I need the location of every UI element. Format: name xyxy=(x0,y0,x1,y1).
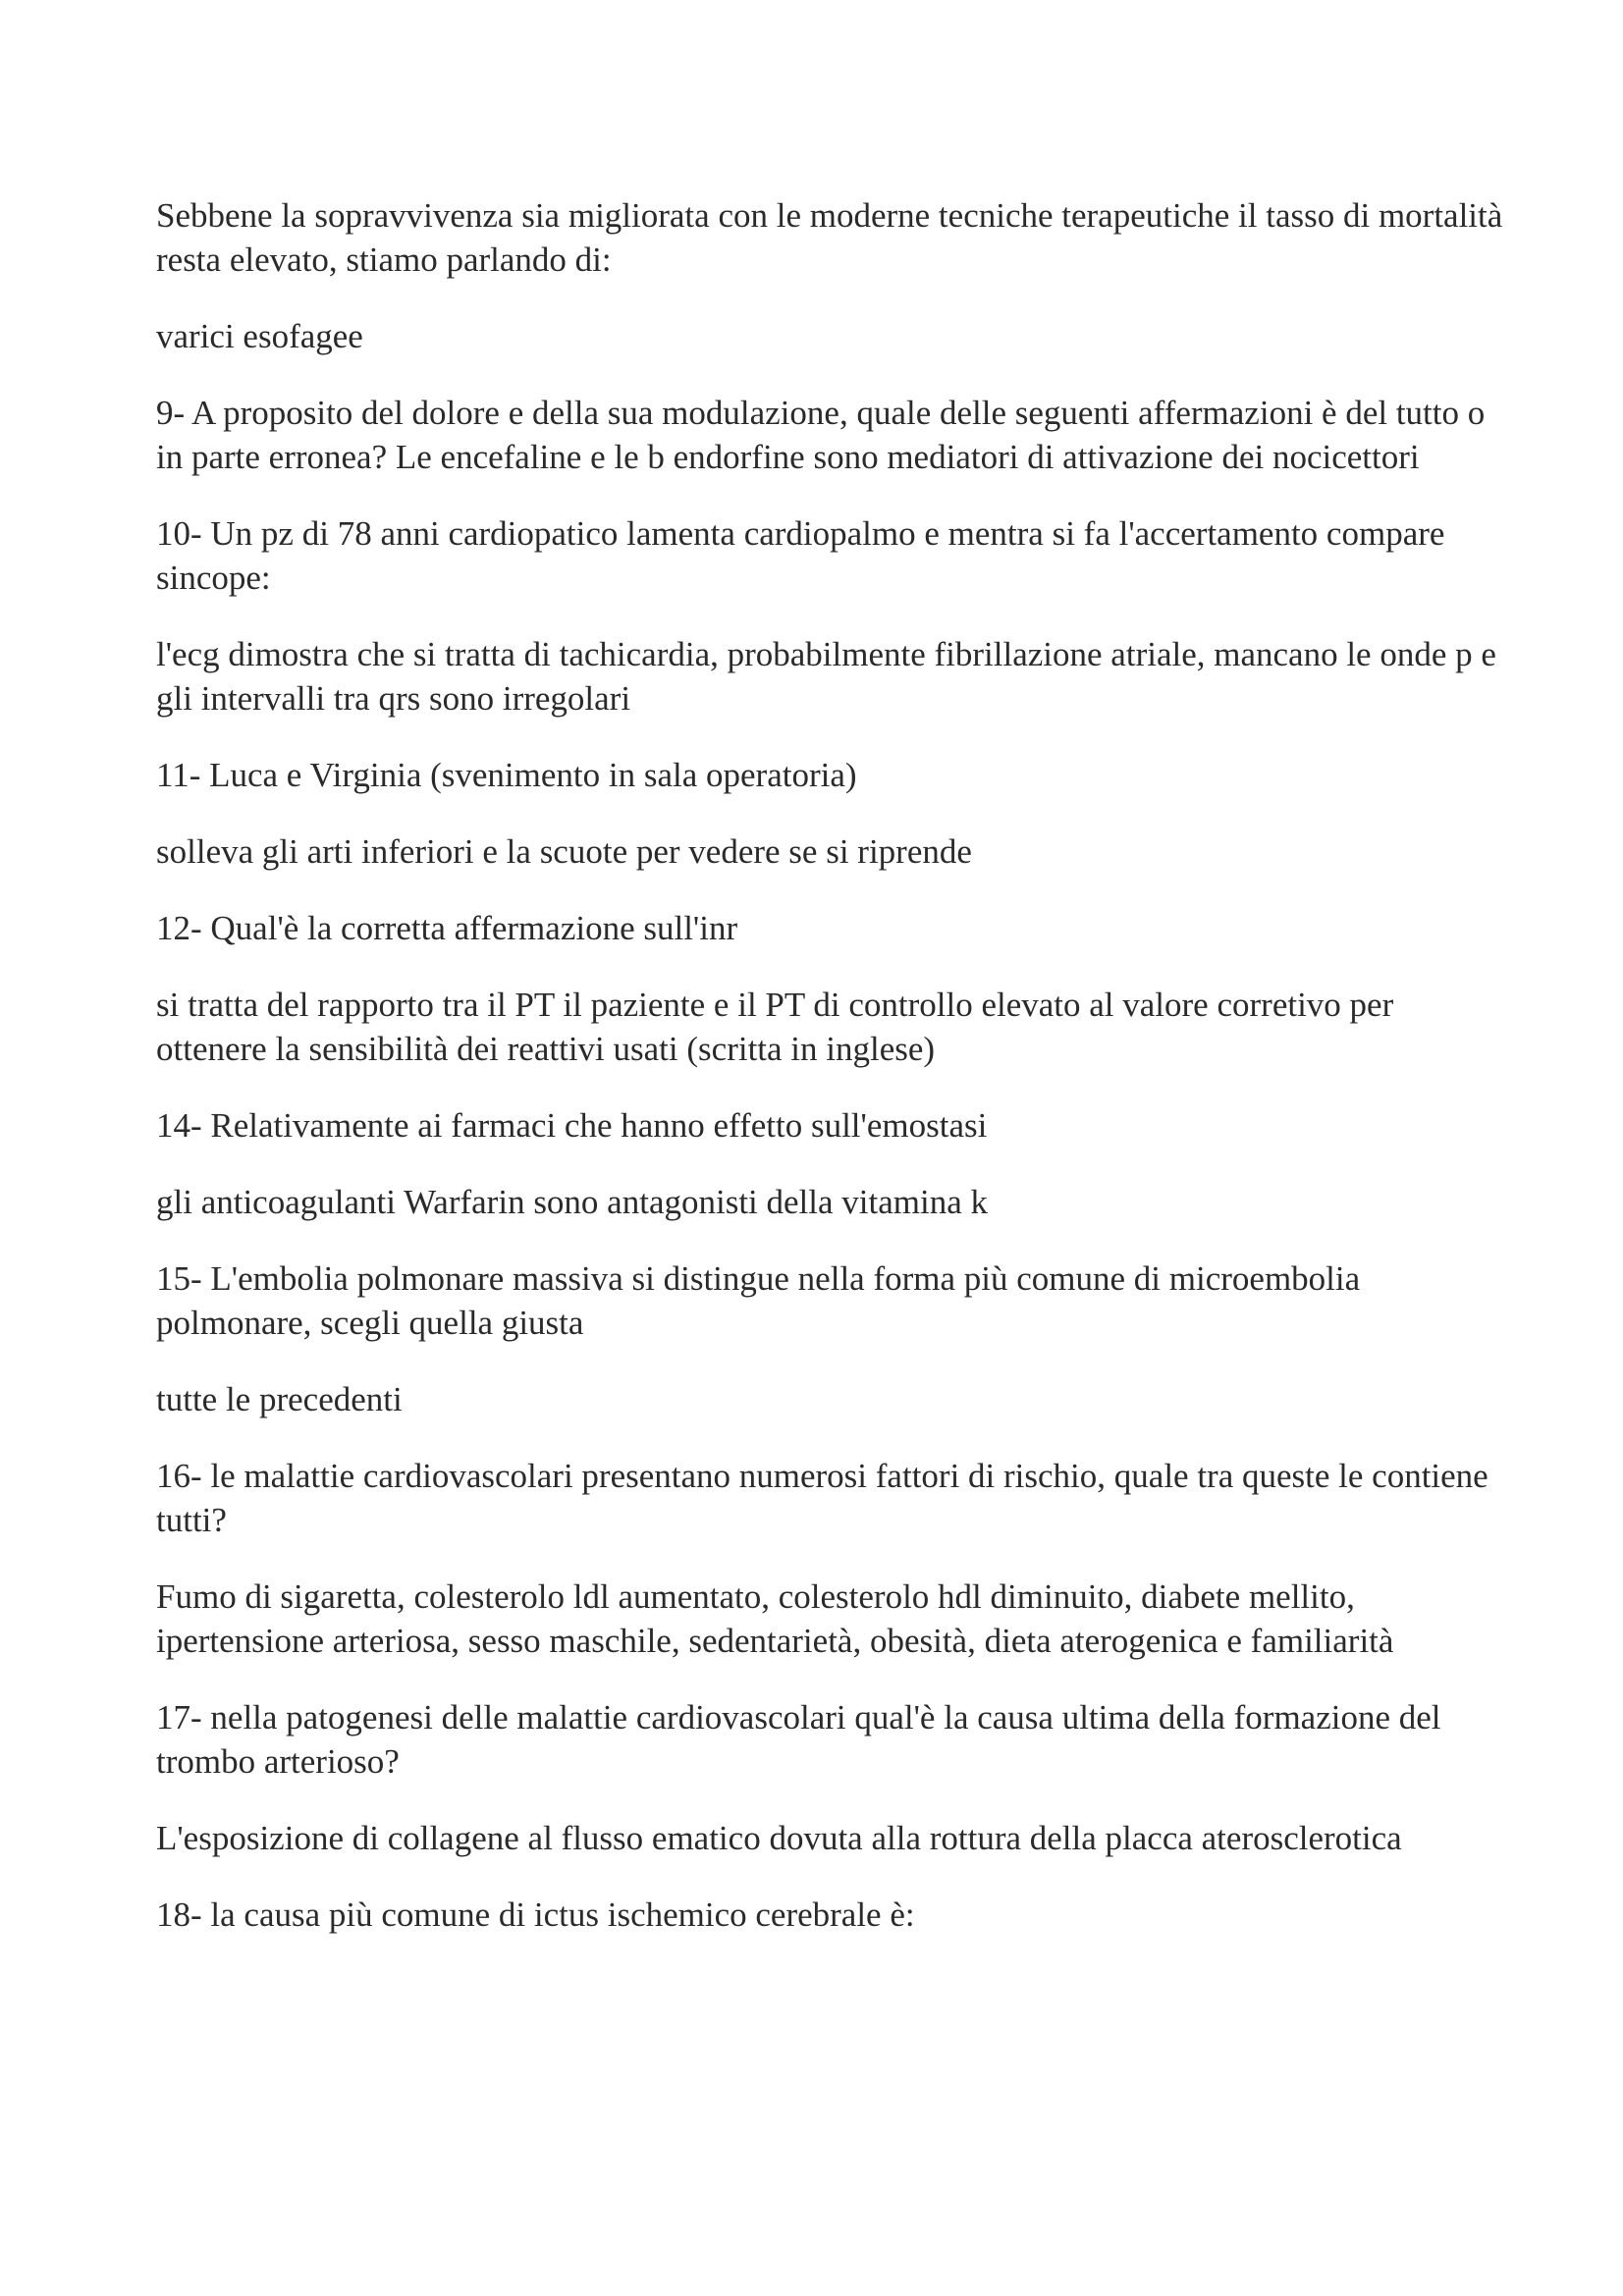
paragraph-answer-varici: varici esofagee xyxy=(156,317,363,355)
document-body xyxy=(156,193,1511,1969)
paragraph-mortality-question: Sebbene la sopravvivenza sia migliorata con le moderne tecniche terapeutiche il tasso di mortalità resta elevato, stiamo parlando di: xyxy=(156,196,1503,279)
paragraph-answer-16: Fumo di sigaretta, colesterolo ldl aumentato, colesterolo hdl diminuito, diabete mellito, ipertensione arteriosa, sesso maschile, sedentarietà, obesità, dieta aterogenica e familiarità xyxy=(156,1577,1394,1660)
paragraph-question-12: 12- Qual'è la corretta affermazione sull'inr xyxy=(156,909,738,947)
paragraph-question-16: 16- le malattie cardiovascolari presentano numerosi fattori di rischio, quale tra queste le contiene tutti? xyxy=(156,1457,1488,1539)
paragraph-question-14: 14- Relativamente ai farmaci che hanno effetto sull'emostasi xyxy=(156,1106,988,1145)
paragraph-answer-17: L'esposizione di collagene al flusso ematico dovuta alla rottura della placca aterosclerotica xyxy=(156,1819,1402,1857)
paragraph-question-18: 18- la causa più comune di ictus ischemico cerebrale è: xyxy=(156,1896,915,1934)
paragraph-question-17: 17- nella patogenesi delle malattie cardiovascolari qual'è la causa ultima della formazione del trombo arterioso? xyxy=(156,1698,1441,1781)
paragraph-question-10: 10- Un pz di 78 anni cardiopatico lamenta cardiopalmo e mentra si fa l'accertamento compare sincope: xyxy=(156,514,1445,597)
paragraph-question-9: 9- A proposito del dolore e della sua modulazione, quale delle seguenti affermazioni è del tutto o in parte erronea? Le encefaline e le b endorfine sono mediatori di attivazione dei nocicettori xyxy=(156,394,1486,476)
paragraph-answer-15: tutte le precedenti xyxy=(156,1380,403,1418)
paragraph-answer-12: si tratta del rapporto tra il PT il paziente e il PT di controllo elevato al valore corretivo per ottenere la sensibilità dei reattivi usati (scritta in inglese) xyxy=(156,986,1394,1068)
paragraph-answer-10: l'ecg dimostra che si tratta di tachicardia, probabilmente fibrillazione atriale, mancano le onde p e gli intervalli tra qrs sono irregolari xyxy=(156,635,1496,718)
paragraph-answer-14: gli anticoagulanti Warfarin sono antagonisti della vitamina k xyxy=(156,1183,989,1221)
paragraph-question-11: 11- Luca e Virginia (svenimento in sala operatoria) xyxy=(156,756,857,794)
paragraph-question-15: 15- L'embolia polmonare massiva si distingue nella forma più comune di microembolia polmonare, scegli quella giusta xyxy=(156,1259,1361,1342)
paragraph-answer-11: solleva gli arti inferiori e la scuote per vedere se si riprende xyxy=(156,832,972,871)
